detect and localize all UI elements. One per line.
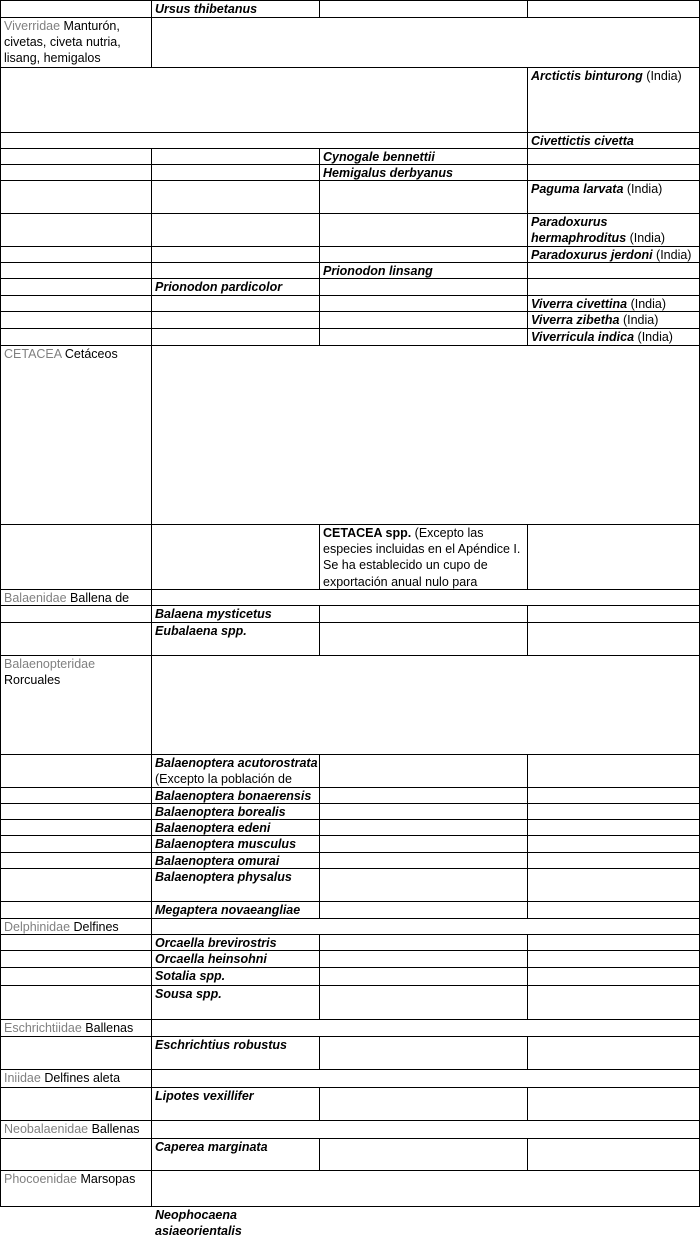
- table-column-rule: [0, 213, 1, 247]
- species-cell: [151, 1207, 319, 1239]
- species-name: Caperea marginata: [155, 1140, 268, 1154]
- species-cell: [151, 279, 319, 295]
- species-cell: [151, 986, 319, 1019]
- table-column-rule: [0, 835, 1, 853]
- species-note: (India): [623, 182, 663, 196]
- table-column-rule: [319, 328, 320, 346]
- species-name: Viverra civettina: [531, 297, 628, 311]
- table-rule: [0, 901, 700, 902]
- species-cell: [527, 68, 699, 132]
- species-cell: [151, 951, 319, 967]
- species-name: Cynogale bennettii: [323, 150, 435, 164]
- species-name: Viverra zibetha: [531, 313, 620, 327]
- table-column-rule: [0, 819, 1, 836]
- table-column-rule: [527, 852, 528, 869]
- table-column-rule: [527, 164, 528, 181]
- table-column-rule: [319, 852, 320, 869]
- family-name: Balaenidae: [4, 591, 67, 605]
- family-common-name: Ballena de: [70, 591, 130, 605]
- family-name: Eschrichtiidae: [4, 1021, 82, 1035]
- family-common-name: Marsopas: [76, 1172, 136, 1186]
- species-cell: [527, 312, 699, 328]
- table-rule: [0, 622, 700, 623]
- family-name: Neobalaenidae: [4, 1122, 89, 1136]
- species-cell: [151, 1037, 319, 1069]
- table-column-rule: [0, 868, 1, 902]
- table-rule: [0, 950, 700, 951]
- table-column-rule: [0, 262, 1, 279]
- table-column-rule: [151, 1120, 152, 1139]
- table-column-rule: [527, 934, 528, 951]
- table-column-rule: [527, 262, 528, 279]
- species-note: (India): [642, 69, 682, 83]
- species-name: Balaenoptera edeni: [155, 821, 271, 835]
- family-name: CETACEA: [4, 347, 62, 361]
- table-column-rule: [527, 278, 528, 296]
- table-column-rule: [319, 246, 320, 263]
- table-column-rule: [527, 1138, 528, 1171]
- species-name: Orcaella brevirostris: [155, 936, 277, 950]
- species-name: Prionodon pardicolor: [155, 280, 283, 294]
- table-column-rule: [151, 262, 152, 279]
- table-column-rule: [0, 328, 1, 346]
- table-rule: [0, 852, 700, 853]
- table-column-rule: [319, 605, 320, 623]
- species-cell: [151, 836, 319, 852]
- table-column-rule: [527, 787, 528, 804]
- species-name: Balaenoptera musculus: [155, 837, 297, 851]
- species-name: Sousa spp.: [155, 987, 222, 1001]
- table-column-rule: [0, 787, 1, 804]
- table-column-rule: [0, 295, 1, 312]
- table-column-rule: [151, 213, 152, 247]
- table-column-rule: [0, 246, 1, 263]
- table-column-rule: [0, 934, 1, 951]
- family-cell: [0, 1070, 151, 1087]
- table-column-rule: [527, 754, 528, 788]
- table-rule: [0, 985, 700, 986]
- family-cell: [0, 1020, 151, 1036]
- species-note: (India): [634, 330, 673, 344]
- table-column-rule: [0, 754, 1, 788]
- species-name: Balaena mysticetus: [155, 607, 272, 621]
- family-common-name: Ballenas: [85, 1021, 134, 1035]
- species-cell: [527, 296, 699, 311]
- table-column-rule: [0, 148, 1, 165]
- species-cell: [151, 755, 319, 787]
- species-name: Balaenoptera borealis: [155, 805, 286, 819]
- table-column-rule: [151, 589, 152, 606]
- table-column-rule: [527, 803, 528, 820]
- table-column-rule: [319, 985, 320, 1020]
- table-column-rule: [151, 295, 152, 312]
- family-common-name: Manturón, civetas, civeta nutria, lisang, hemigalos: [4, 19, 121, 66]
- species-name: Balaenoptera bonaerensis: [155, 789, 312, 803]
- species-name: Neophocaena asiaeorientalis: [155, 1208, 242, 1239]
- species-cell: [151, 935, 319, 950]
- annotation-text: (Excepto las especies incluidas en el Apéndice I. Se ha establecido un cupo de exportación anual nulo para: [323, 526, 521, 589]
- table-column-rule: [151, 1170, 152, 1207]
- table-column-rule: [151, 148, 152, 165]
- table-column-rule: [0, 0, 1, 18]
- species-cell: [151, 804, 319, 819]
- species-cell: [319, 263, 527, 278]
- species-cell: [527, 214, 699, 246]
- species-name: Sotalia spp.: [155, 969, 226, 983]
- species-name: Paradoxurus hermaphroditus: [531, 215, 627, 246]
- table-column-rule: [151, 1069, 152, 1088]
- table-column-rule: [0, 967, 1, 986]
- species-cell: [319, 149, 527, 164]
- table-column-rule: [527, 985, 528, 1020]
- species-name: Lipotes vexillifer: [155, 1089, 254, 1103]
- table-column-rule: [319, 213, 320, 247]
- table-column-rule: [0, 803, 1, 820]
- table-rule: [0, 787, 700, 788]
- species-cell: [151, 820, 319, 835]
- family-cell: [0, 1171, 151, 1206]
- species-cell: [527, 329, 699, 345]
- species-note: (India): [626, 231, 666, 246]
- table-column-rule: [527, 148, 528, 165]
- species-note: (Excepto la población de: [155, 772, 292, 787]
- table-column-rule: [151, 17, 152, 68]
- species-cell: [151, 968, 319, 985]
- table-column-rule: [0, 950, 1, 968]
- table-column-rule: [527, 605, 528, 623]
- table-column-rule: [0, 132, 1, 149]
- table-column-rule: [0, 164, 1, 181]
- species-note: (India): [627, 297, 667, 311]
- species-cell: [151, 869, 319, 901]
- table-column-rule: [0, 524, 1, 590]
- table-column-rule: [319, 180, 320, 214]
- table-column-rule: [151, 345, 152, 525]
- table-column-rule: [0, 901, 1, 919]
- table-column-rule: [0, 278, 1, 296]
- table-rule: [0, 803, 700, 804]
- species-name: Hemigalus derbyanus: [323, 166, 453, 180]
- table-column-rule: [527, 1087, 528, 1121]
- table-column-rule: [0, 985, 1, 1020]
- family-name: Balaenopteridae: [4, 657, 96, 671]
- species-name: Megaptera novaeangliae: [155, 903, 301, 917]
- table-column-rule: [319, 868, 320, 902]
- family-cell: [0, 919, 151, 934]
- family-common-name: Cetáceos: [61, 347, 118, 361]
- table-column-rule: [527, 901, 528, 919]
- table-rule: [0, 819, 700, 820]
- species-name: Ursus thibetanus: [155, 2, 258, 16]
- table-column-rule: [0, 67, 1, 133]
- table-column-rule: [319, 1036, 320, 1070]
- table-column-rule: [151, 164, 152, 181]
- species-name: Arctictis binturong: [531, 69, 643, 83]
- table-column-rule: [0, 1036, 1, 1070]
- family-common-name: Delfines aleta: [44, 1071, 121, 1085]
- table-column-rule: [527, 819, 528, 836]
- table-column-rule: [319, 278, 320, 296]
- species-note: (India): [619, 313, 659, 327]
- species-cell: [151, 1139, 319, 1170]
- table-column-rule: [0, 852, 1, 869]
- species-cell: [527, 181, 699, 213]
- table-column-rule: [319, 0, 320, 18]
- species-name: Paguma larvata: [531, 182, 624, 196]
- species-cell: [527, 133, 699, 148]
- table-column-rule: [151, 524, 152, 590]
- family-name: Delphinidae: [4, 920, 71, 934]
- species-name: Prionodon linsang: [323, 264, 433, 278]
- family-common-name: Rorcuales: [4, 673, 61, 688]
- family-cell: [0, 656, 151, 754]
- species-cell: [319, 165, 527, 180]
- species-cell: [527, 247, 699, 262]
- table-rule: [0, 868, 700, 869]
- table-column-rule: [527, 524, 528, 590]
- species-note: (India): [652, 248, 692, 262]
- table-rule: [0, 605, 700, 606]
- table-column-rule: [527, 0, 528, 18]
- table-column-rule: [319, 1087, 320, 1121]
- family-name: Phocoenidae: [4, 1172, 77, 1186]
- table-column-rule: [319, 819, 320, 836]
- table-rule: [0, 0, 700, 1]
- family-cell: [0, 590, 151, 605]
- species-cell: [151, 788, 319, 803]
- table-rule: [0, 1138, 700, 1139]
- family-cell: [0, 346, 151, 524]
- table-column-rule: [319, 754, 320, 788]
- table-column-rule: [527, 1036, 528, 1070]
- table-column-rule: [527, 967, 528, 986]
- species-cell: [151, 853, 319, 868]
- species-cell: [151, 623, 319, 655]
- species-name: Eschrichtius robustus: [155, 1038, 287, 1052]
- family-name: Iniidae: [4, 1071, 41, 1085]
- species-name: Orcaella heinsohni: [155, 952, 267, 966]
- table-column-rule: [151, 246, 152, 263]
- table-column-rule: [319, 934, 320, 951]
- table-column-rule: [319, 835, 320, 853]
- table-column-rule: [319, 295, 320, 312]
- family-name: Viverridae: [4, 19, 61, 33]
- table-column-rule: [0, 311, 1, 329]
- table-column-rule: [151, 918, 152, 935]
- species-cell: [151, 606, 319, 622]
- table-column-rule: [151, 311, 152, 329]
- species-name: Viverricula indica: [531, 330, 635, 344]
- table-column-rule: [151, 328, 152, 346]
- table-column-rule: [319, 901, 320, 919]
- table-rule: [0, 835, 700, 836]
- table-column-rule: [319, 950, 320, 968]
- table-rule: [0, 1036, 700, 1037]
- table-column-rule: [151, 1019, 152, 1037]
- species-cell: [151, 1, 319, 17]
- table-column-rule: [319, 622, 320, 656]
- table-column-rule: [0, 605, 1, 623]
- table-column-rule: [151, 180, 152, 214]
- table-column-rule: [0, 180, 1, 214]
- table-column-rule: [0, 1087, 1, 1121]
- species-name: Balaenoptera physalus: [155, 870, 292, 884]
- family-common-name: Ballenas: [91, 1122, 140, 1136]
- family-cell: [0, 1121, 151, 1138]
- table-rule: [0, 754, 700, 755]
- species-cell: [151, 1088, 319, 1120]
- table-column-rule: [0, 1138, 1, 1171]
- table-rule: [0, 967, 700, 968]
- table-column-rule: [319, 787, 320, 804]
- table-column-rule: [0, 622, 1, 656]
- family-cell: [0, 18, 151, 67]
- table-rule: [0, 278, 700, 279]
- table-rule: [0, 1206, 700, 1207]
- table-column-rule: [527, 835, 528, 853]
- species-name: Balaenoptera acutorostrata: [155, 756, 318, 770]
- table-rule: [0, 934, 700, 935]
- species-cell: [151, 902, 319, 918]
- family-common-name: Delfines: [70, 920, 119, 934]
- species-name: Eubalaena spp.: [155, 624, 247, 638]
- table-column-rule: [319, 803, 320, 820]
- table-column-rule: [527, 868, 528, 902]
- table-column-rule: [151, 655, 152, 755]
- species-name: Civettictis civetta: [531, 134, 634, 148]
- species-name: Paradoxurus jerdoni: [531, 248, 653, 262]
- table-column-rule: [319, 1138, 320, 1171]
- table-column-rule: [319, 311, 320, 329]
- cetacea-note-cell: [319, 525, 527, 589]
- table-column-rule: [527, 622, 528, 656]
- species-name: Balaenoptera omurai: [155, 854, 280, 868]
- taxon-name: CETACEA spp.: [323, 526, 412, 540]
- table-column-rule: [319, 967, 320, 986]
- table-rule: [0, 1087, 700, 1088]
- table-column-rule: [527, 950, 528, 968]
